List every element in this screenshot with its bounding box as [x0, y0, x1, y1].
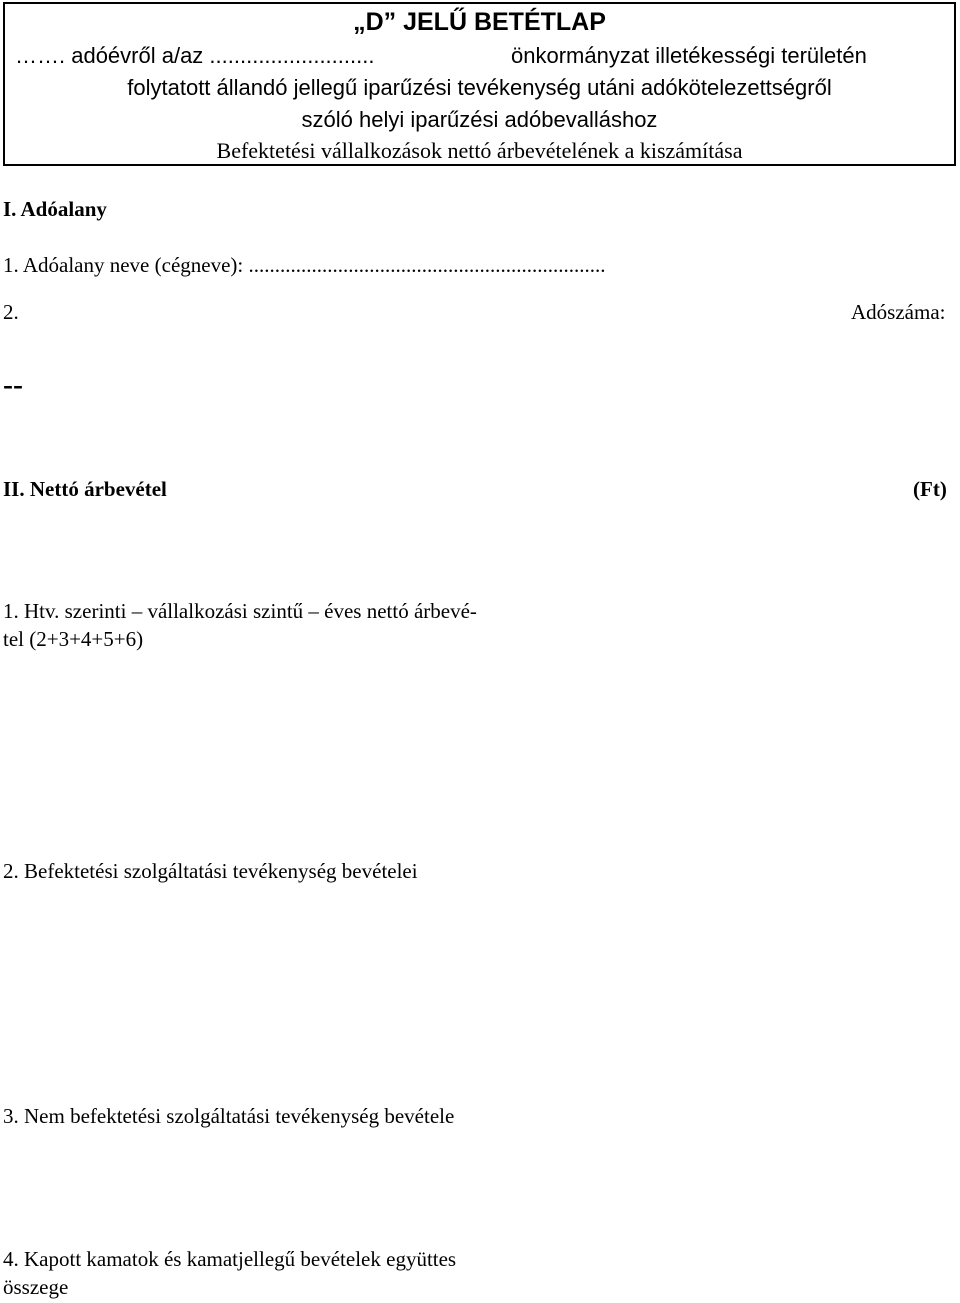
form-header-box [3, 2, 956, 166]
taxpayer-name-field: 1. Adóalany neve (cégneve): .................................................................... [3, 253, 606, 277]
tax-year-text: ……. adóévről a/az ........................... [15, 43, 375, 68]
currency-unit-label: (Ft) [913, 477, 947, 501]
revenue-item-4-line-2: összege [3, 1275, 69, 1299]
revenue-item-2: 2. Befektetési szolgáltatási tevékenység bevételei [3, 859, 418, 883]
tax-number-value: -- [3, 368, 23, 401]
header-line-3: szóló helyi iparűzési adóbevalláshoz [301, 107, 658, 132]
revenue-item-3: 3. Nem befektetési szolgáltatási tevékenység bevétele [3, 1104, 455, 1128]
section-taxpayer-heading: I. Adóalany [3, 197, 107, 221]
revenue-item-4-line-1: 4. Kapott kamatok és kamatjellegű bevételek együttes [3, 1247, 457, 1271]
tax-number-label: Adószáma: [851, 300, 946, 324]
municipality-text: önkormányzat illetékességi területén [511, 43, 867, 68]
revenue-item-1-line-1: 1. Htv. szerinti – vállalkozási szintű – éves nettó árbevé- [3, 599, 477, 623]
form-subtitle: Befektetési vállalkozások nettó árbevételének a kiszámítása [216, 138, 743, 163]
revenue-item-1-line-2: tel (2+3+4+5+6) [3, 627, 144, 651]
tax-number-index: 2. [3, 300, 19, 324]
form-title: „D” JELŰ BETÉTLAP [353, 8, 606, 36]
header-line-2: folytatott állandó jellegű iparűzési tevékenység utáni adókötelezettségről [127, 75, 832, 100]
section-revenue-heading: II. Nettó árbevétel [3, 477, 167, 501]
